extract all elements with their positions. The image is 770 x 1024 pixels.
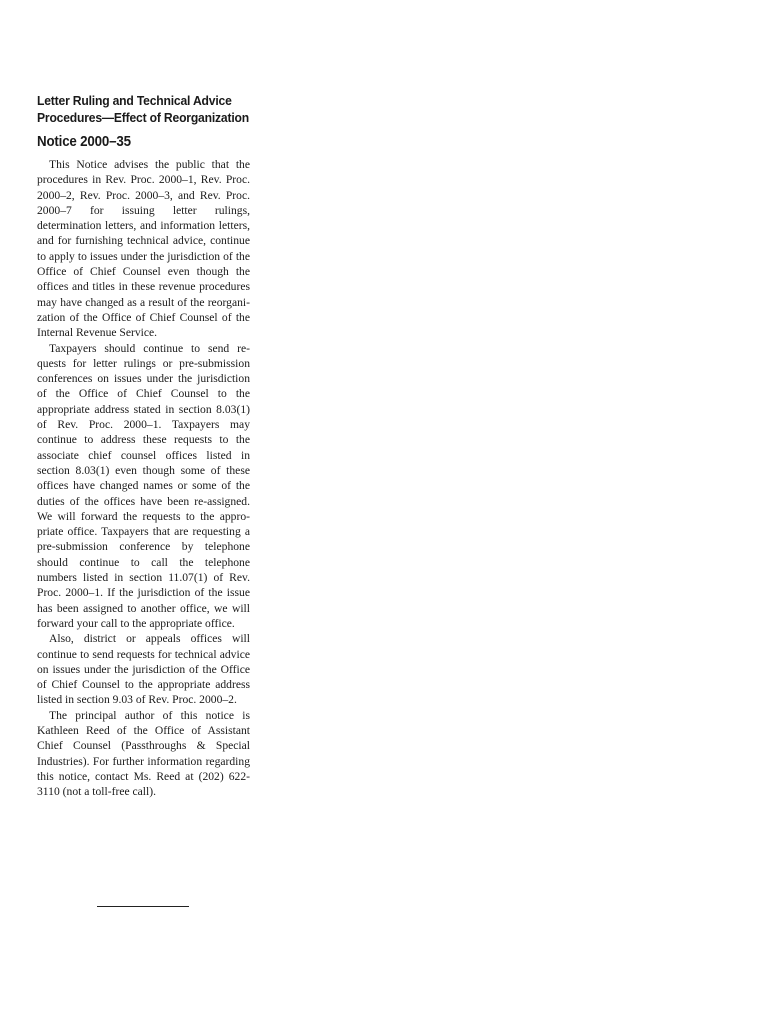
- paragraph-intro: This Notice advises the public that the procedures in Rev. Proc. 2000–1, Rev. Proc. 2000–2, Rev. Proc. 2000–3, and Rev. Proc. 2000–7 for issuing letter rulings, determination letters, and information letters, and for furnishing technical advice, continue to apply to issues under the jurisdiction of the Office of Chief Counsel even though the offices and titles in these revenue procedures may have changed as a result of the reorganization of the Office of Chief Counsel of the Internal Revenue Service.: [37, 158, 250, 340]
- paragraph-technical-advice: Also, district or appeals offices will continue to send requests for technical advice on issues under the jurisdiction of the Office of Chief Counsel to the appropriate address listed in section 9.03 of Rev. Proc. 2000–2.: [37, 632, 250, 707]
- paragraph-taxpayer-requests: Taxpayers should continue to send requests for letter rulings or pre-submission conferences on issues under the jurisdiction of the Office of Chief Counsel to the appropriate address stated in section 8.03(1) of Rev. Proc. 2000–1. Taxpayers may continue to address these requests to the associate chief counsel offices listed in section 8.03(1) even though some of these offices have changed names or some of the duties of the offices have been re-assigned. We will forward the requests to the appropriate office. Taxpayers that are requesting a pre-submission conference by telephone should continue to call the telephone numbers listed in section 11.07(1) of Rev. Proc. 2000–1. If the jurisdiction of the issue has been assigned to another office, we will forward your call to the appropriate office.: [37, 341, 250, 630]
- paragraph-author-contact: The principal author of this notice is Kathleen Reed of the Office of Assistant Chief Counsel (Passthroughs & Special Industries). For further information regarding this notice, contact Ms. Reed at (202) 622-3110 (not a toll-free call).: [37, 708, 250, 799]
- end-rule: [97, 906, 189, 907]
- notice-number: Notice 2000–35: [37, 134, 131, 150]
- notice-title: Letter Ruling and Technical Advice Procedures—Effect of Reorganization: [37, 93, 249, 125]
- notice-column: [37, 93, 250, 799]
